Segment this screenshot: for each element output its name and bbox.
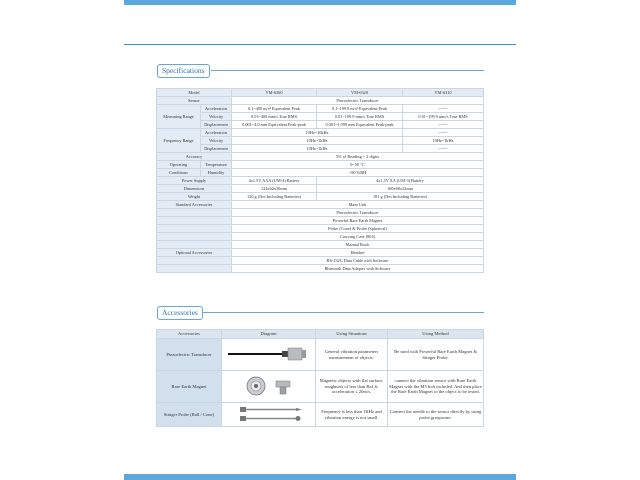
cell: ------ — [403, 145, 484, 153]
empty-label — [157, 233, 232, 241]
table-row — [157, 265, 484, 273]
situation-cell: Frequency is less than 1KHz and vibration energy is not small. — [316, 403, 388, 427]
cell: RS-232C Data Cable with Software — [232, 257, 484, 265]
cell: 0.01~199.9 mm/s True RMS — [317, 113, 403, 121]
situation-cell: General vibration parameters measurement of objects. — [316, 339, 388, 371]
sub-label: Velocity — [201, 113, 232, 121]
header-vm6320: VM-6320 — [317, 89, 403, 97]
header-method: Using Method — [388, 330, 484, 339]
row-label: Power Supply — [157, 177, 232, 185]
table-row — [157, 330, 484, 339]
table-row — [157, 137, 484, 145]
heading-rule — [203, 312, 484, 313]
cell: ------ — [403, 129, 484, 137]
accessories-title: Accessories — [157, 306, 203, 320]
method-cell: Connect the needle to the sensor directly by using probe groupware. — [388, 403, 484, 427]
row-label: Weight — [157, 193, 232, 201]
specifications-table — [156, 88, 484, 273]
situation-cell: Magnetic objects with flat surface, roughness of less than Ra1.6, acceleration ≤ 20m/s. — [316, 371, 388, 403]
cell: 4x1.5V AA (UM-3) Battery — [317, 177, 484, 185]
empty-label — [157, 265, 232, 273]
header-model: Model — [157, 89, 232, 97]
sub-label: Velocity — [201, 137, 232, 145]
cell: 4x1.5V AAA (UM-4) Battery — [232, 177, 317, 185]
table-row — [157, 185, 484, 193]
transducer-diagram — [224, 341, 314, 367]
empty-label — [157, 209, 232, 217]
cell: 0.01~199.9 mm/s True RMS — [403, 113, 484, 121]
cell: 10Hz~1kHz — [232, 145, 403, 153]
cell: 0.001~1.999 mm Equivalent Peak-peak — [317, 121, 403, 129]
row-label: Accuracy — [157, 153, 232, 161]
table-row — [157, 209, 484, 217]
table-row — [157, 113, 484, 121]
accessory-name: Rare Earth Magnet — [157, 371, 222, 403]
sub-label: Humidity — [201, 169, 232, 177]
stinger-probe-diagram — [224, 404, 314, 424]
cell: ------ — [403, 105, 484, 113]
header-diagram: Diagram — [222, 330, 316, 339]
table-row — [157, 89, 484, 97]
cell: 181 g (Not Including Batteries) — [317, 193, 484, 201]
bottom-accent-bar — [124, 474, 516, 480]
cell: 0.1~400 m/s² Equivalent Peak — [232, 105, 317, 113]
accessories-heading — [157, 306, 484, 320]
table-row — [157, 161, 484, 169]
cell: Carrying Case (804) — [232, 233, 484, 241]
header-divider — [124, 44, 516, 45]
cell: ------ — [403, 121, 484, 129]
row-label: Operating — [157, 161, 201, 169]
cell: 120 g (Not Including Batteries) — [232, 193, 317, 201]
table-row — [157, 371, 484, 403]
diagram-cell — [222, 371, 316, 403]
empty-label — [157, 217, 232, 225]
diagram-cell — [222, 339, 316, 371]
row-label: Dimensions — [157, 185, 232, 193]
row-label: Sensor — [157, 97, 232, 105]
table-row — [157, 129, 484, 137]
header-accessories: Accessories — [157, 330, 222, 339]
cell: Powerful Rare Earth Magnet — [232, 217, 484, 225]
cell: 124x62x30mm — [232, 185, 317, 193]
cell: 160x68x32mm — [317, 185, 484, 193]
cell: Piezoelectric Transducer — [232, 97, 484, 105]
table-row — [157, 193, 484, 201]
magnet-diagram — [224, 372, 314, 400]
header-situations: Using Situations — [316, 330, 388, 339]
table-row — [157, 241, 484, 249]
table-row — [157, 403, 484, 427]
table-row — [157, 257, 484, 265]
specifications-title: Specifications — [157, 64, 210, 78]
cell: Manual Book — [232, 241, 484, 249]
specifications-heading — [157, 64, 484, 78]
sub-label: Acceleration — [201, 129, 232, 137]
cell: Bluetooth Data Adapter with Software — [232, 265, 484, 273]
table-row — [157, 201, 484, 209]
row-label: Conditions — [157, 169, 201, 177]
top-accent-bar — [124, 0, 516, 5]
sub-label: Temperature — [201, 161, 232, 169]
table-row — [157, 233, 484, 241]
sub-label: Acceleration — [201, 105, 232, 113]
row-label: Frequency Range — [157, 129, 201, 153]
empty-label — [157, 225, 232, 233]
cell: Main Unit — [232, 201, 484, 209]
row-label: Standard Accessories — [157, 201, 232, 209]
cell: 10Hz~10kHz — [232, 129, 403, 137]
accessories-table — [156, 329, 484, 427]
diagram-cell — [222, 403, 316, 427]
cell: 0~50 °C — [232, 161, 484, 169]
cell: 10Hz~1kHz — [403, 137, 484, 145]
sub-label: Displacement — [201, 145, 232, 153]
table-row — [157, 153, 484, 161]
table-row — [157, 249, 484, 257]
row-label: Optional Accessories — [157, 249, 232, 257]
cell: 0.1~199.9 m/s² Equivalent Peak — [317, 105, 403, 113]
empty-label — [157, 241, 232, 249]
table-row — [157, 121, 484, 129]
table-row — [157, 145, 484, 153]
cell: 0.01~400 mm/s True RMS — [232, 113, 317, 121]
method-cell: Be used with Powerful Rare Earth Magnet & Stinger Probe. — [388, 339, 484, 371]
heading-rule — [211, 70, 484, 71]
cell: Piezoelectric Transducer — [232, 209, 484, 217]
method-cell: connect the vibration sensor with Rare Earth Magnet with the M5 bolt included. And then place the Rare Earth Magnet to the object to be tested. — [388, 371, 484, 403]
table-row — [157, 225, 484, 233]
empty-label — [157, 257, 232, 265]
table-row — [157, 169, 484, 177]
cell: Probe (Cone) & Probe (Spherical) — [232, 225, 484, 233]
cell: 10Hz~1kHz — [232, 137, 403, 145]
header-vm6360: VM-6360 — [232, 89, 317, 97]
cell: 0.001~4.0 mm Equivalent Peak-peak — [232, 121, 317, 129]
table-row — [157, 105, 484, 113]
row-label: Measuring Range — [157, 105, 201, 129]
sub-label: Displacement — [201, 121, 232, 129]
cell: <90 %RH — [232, 169, 484, 177]
cell: Headset — [232, 249, 484, 257]
cell: 5% of Reading + 2 digits — [232, 153, 484, 161]
table-row — [157, 339, 484, 371]
table-row — [157, 97, 484, 105]
accessory-name: Piezoelectric Transducer — [157, 339, 222, 371]
table-row — [157, 177, 484, 185]
table-row — [157, 217, 484, 225]
header-vm6310: VM-6310 — [403, 89, 484, 97]
accessory-name: Stinger Probe (Ball / Cone) — [157, 403, 222, 427]
